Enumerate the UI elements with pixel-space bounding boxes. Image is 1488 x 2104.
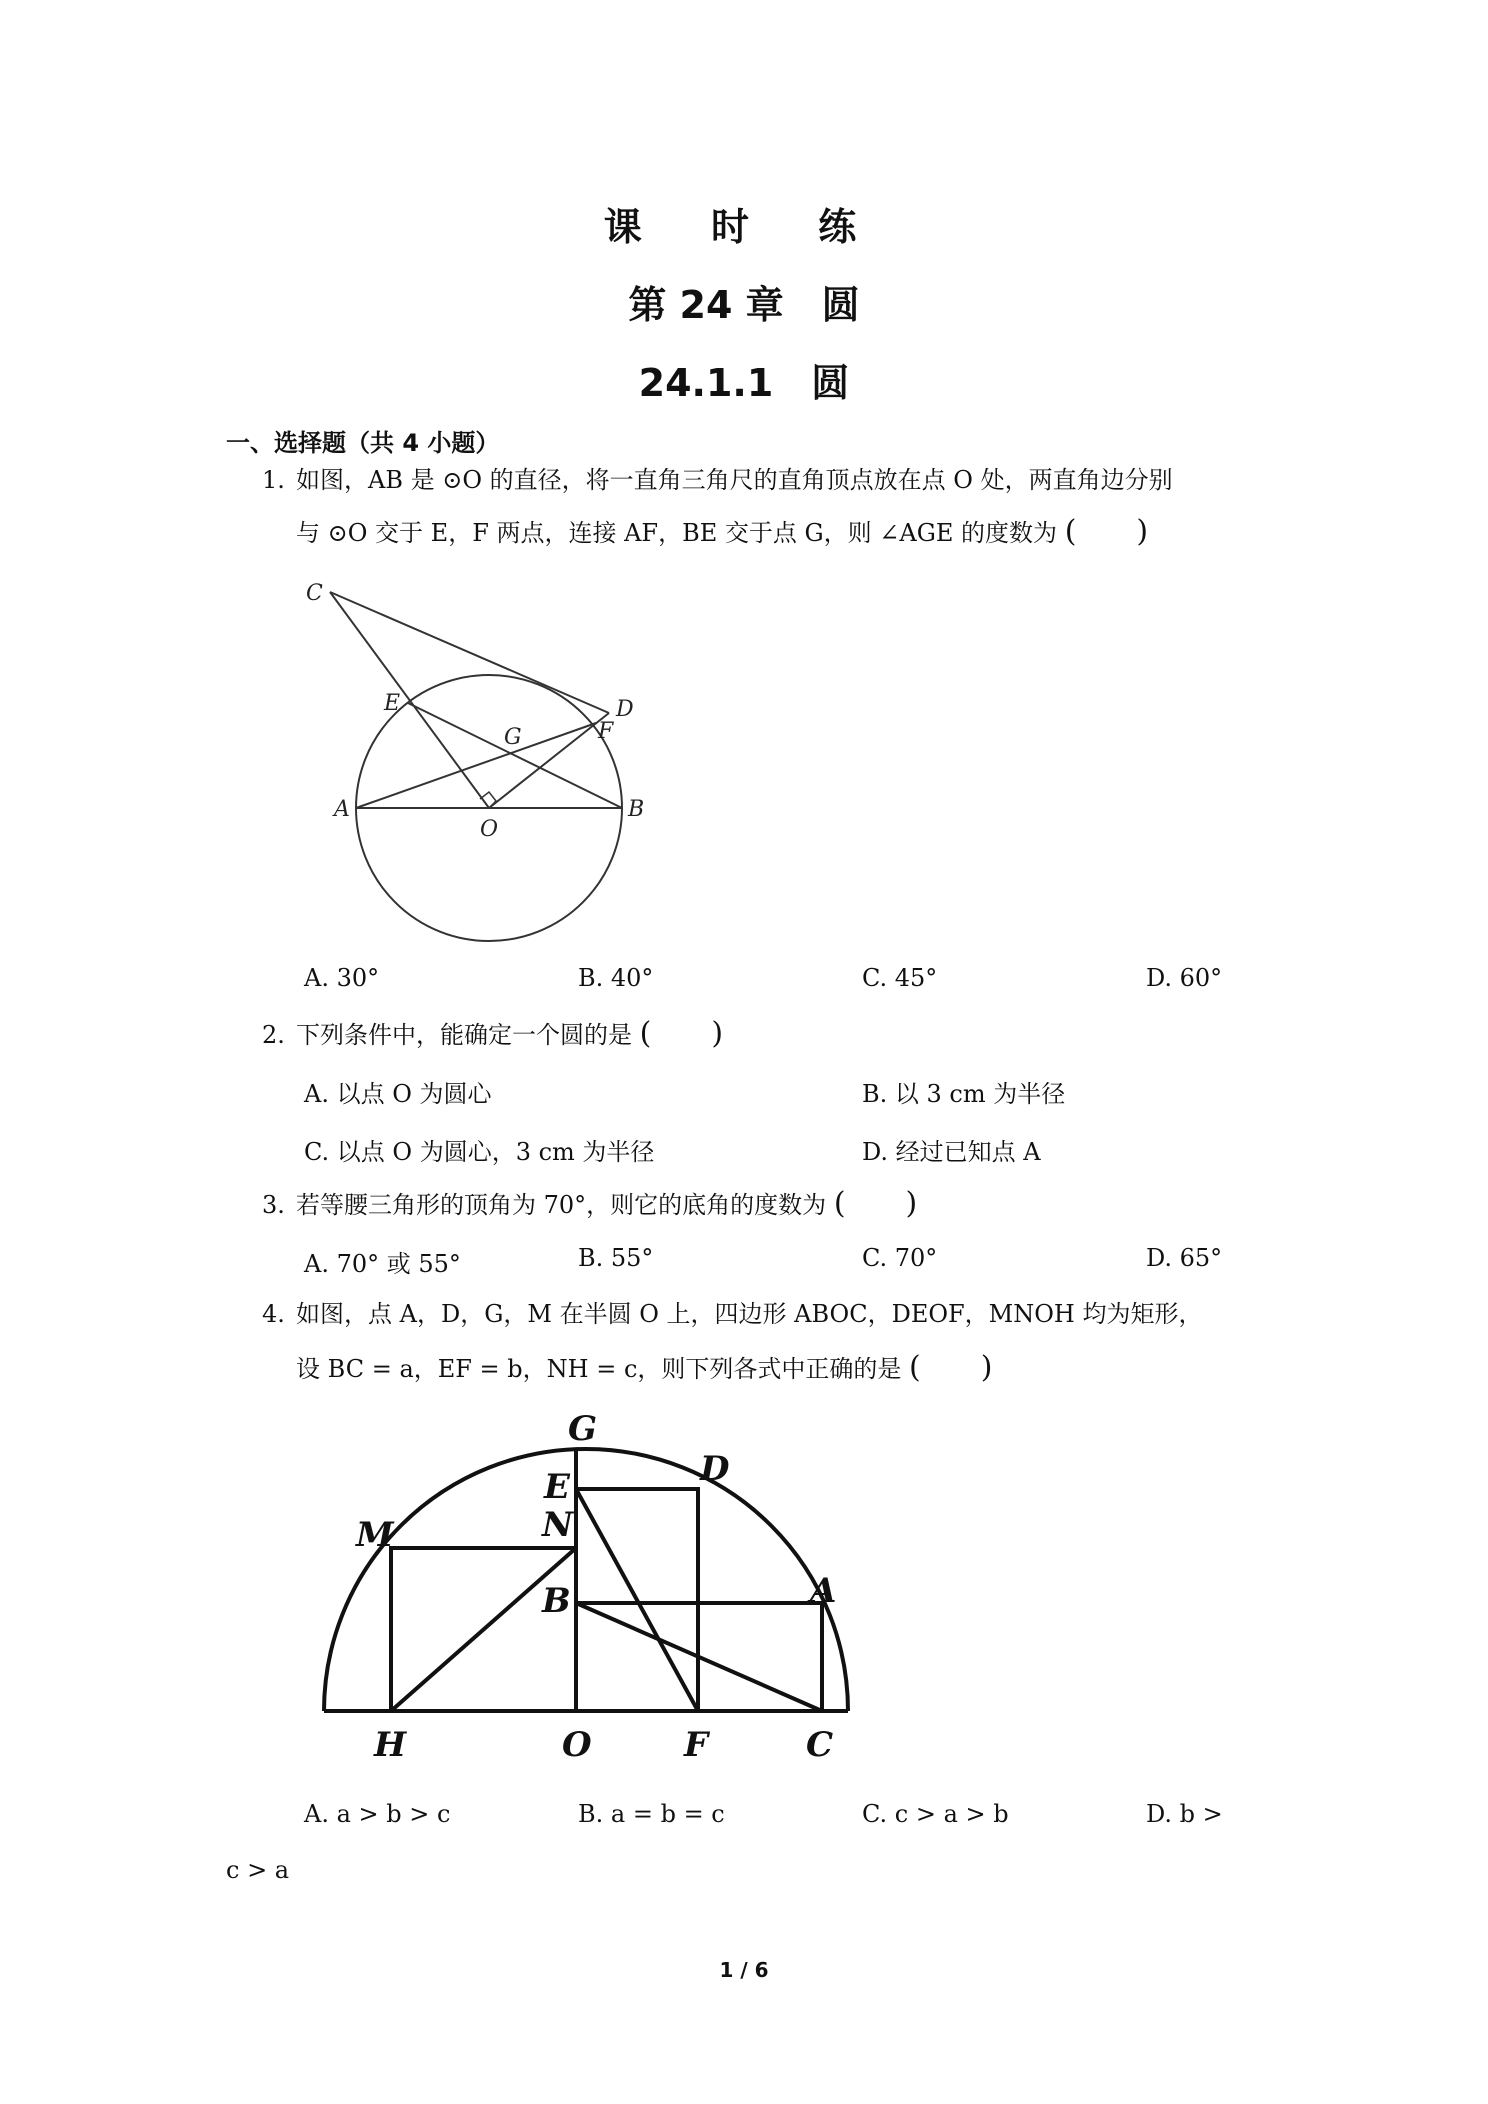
q4-label-D: D (700, 1449, 730, 1489)
q4-label-M: M (356, 1515, 394, 1555)
q4-text-line1: 如图，点 A，D，G，M 在半圆 O 上，四边形 ABOC，DEOF，MNOH 均为矩形， (296, 1300, 1203, 1328)
q1-label-C: C (306, 581, 323, 606)
q2-line1 (262, 1018, 723, 1051)
q4-answer-paren[interactable]: ( ) (909, 1350, 993, 1385)
q1-text-line1: 如图，AB 是 ⊙O 的直径，将一直角三角尺的直角顶点放在点 O 处，两直角边分别 (296, 466, 1173, 494)
q4-label-C: C (806, 1725, 834, 1765)
page-title: 课 时 练 (603, 205, 885, 249)
q1-label-A: A (334, 797, 350, 822)
q2-option-d[interactable]: D. 经过已知点 A (862, 1138, 1041, 1166)
q4-option-a[interactable]: A. a > b > c (304, 1800, 451, 1828)
q4-label-H: H (374, 1725, 407, 1765)
q2-number: 2. (262, 1021, 285, 1049)
q1-number: 1. (262, 466, 285, 494)
q2-option-c[interactable]: C. 以点 O 为圆心，3 cm 为半径 (304, 1138, 655, 1166)
section-heading: 一、选择题（共 4 小题） (226, 429, 500, 457)
q1-label-F: F (598, 719, 614, 744)
q4-option-d-wrap: c > a (226, 1856, 290, 1884)
q1-option-b[interactable]: B. 40° (578, 964, 654, 992)
q1-answer-paren[interactable]: ( ) (1064, 514, 1149, 549)
q3-text: 若等腰三角形的顶角为 70°，则它的底角的度数为 (296, 1191, 827, 1219)
q3-option-a[interactable]: A. 70° 或 55° (304, 1250, 461, 1278)
q4-line1 (262, 1298, 1203, 1330)
q1-label-O: O (480, 817, 499, 842)
q4-label-F: F (684, 1725, 709, 1765)
q1-text-line2: 与 ⊙O 交于 E，F 两点，连接 AF，BE 交于点 G，则 ∠AGE 的度数为 (296, 519, 1058, 547)
q4-label-O: O (562, 1725, 592, 1765)
q4-diag-NH (391, 1548, 576, 1711)
q4-line2 (296, 1352, 992, 1385)
q1-option-c[interactable]: C. 45° (862, 964, 938, 992)
q1-line1 (262, 464, 1173, 496)
q1-label-B: B (628, 797, 645, 822)
chapter-title: 第 24 章 圆 (628, 283, 860, 327)
q3-answer-paren[interactable]: ( ) (833, 1186, 918, 1221)
q4-label-N: N (542, 1505, 574, 1545)
q4-label-A: A (810, 1571, 837, 1611)
q3-option-b[interactable]: B. 55° (578, 1244, 654, 1272)
q4-option-c[interactable]: C. c > a > b (862, 1800, 1009, 1828)
q1-option-a[interactable]: A. 30° (304, 964, 380, 992)
q4-option-b[interactable]: B. a = b = c (578, 1800, 725, 1828)
q3-option-c[interactable]: C. 70° (862, 1244, 938, 1272)
q2-option-a[interactable]: A. 以点 O 为圆心 (304, 1080, 492, 1108)
lesson-title: 24.1.1 圆 (638, 361, 850, 405)
q4-label-G: G (568, 1410, 598, 1449)
q1-label-E: E (384, 691, 401, 716)
q2-answer-paren[interactable]: ( ) (639, 1016, 724, 1051)
q3-line1 (262, 1188, 917, 1221)
q2-text: 下列条件中，能确定一个圆的是 (296, 1021, 632, 1049)
q1-figure (290, 570, 670, 950)
q4-label-B: B (542, 1581, 571, 1621)
q4-text-line2: 设 BC = a，EF = b，NH = c，则下列各式中正确的是 (296, 1355, 902, 1383)
q4-label-E: E (544, 1467, 570, 1507)
q4-diag-EF (576, 1489, 698, 1711)
q1-line-CO (330, 592, 489, 808)
q4-number: 4. (262, 1300, 285, 1328)
q1-label-D: D (616, 697, 634, 722)
q1-line-CD (330, 592, 609, 713)
q1-option-d[interactable]: D. 60° (1146, 964, 1223, 992)
q2-option-b[interactable]: B. 以 3 cm 为半径 (862, 1080, 1066, 1108)
q1-label-G: G (504, 725, 522, 750)
q3-number: 3. (262, 1191, 285, 1219)
q3-option-d[interactable]: D. 65° (1146, 1244, 1223, 1272)
q1-line-EB (408, 703, 622, 808)
q1-line2 (296, 516, 1148, 549)
q4-figure (310, 1410, 870, 1770)
q4-option-d[interactable]: D. b > (1146, 1800, 1223, 1828)
page-number: 1 / 6 (719, 1958, 769, 1982)
